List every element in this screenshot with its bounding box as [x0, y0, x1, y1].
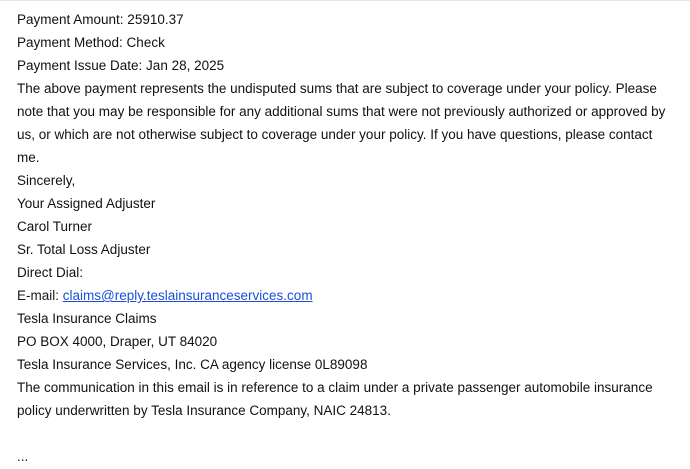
direct-dial-line: Direct Dial:: [17, 265, 84, 280]
signature-title-line: Sr. Total Loss Adjuster: [17, 242, 151, 257]
company-license-line: Tesla Insurance Services, Inc. CA agency license 0L89098: [17, 357, 368, 372]
signature-name-line: Carol Turner: [17, 219, 93, 234]
email-label: E-mail:: [17, 288, 60, 303]
closing-line: Sincerely,: [17, 173, 76, 188]
email-body: [17, 8, 677, 468]
truncation-marker: ...: [17, 449, 29, 464]
email-row: [17, 284, 677, 307]
coverage-paragraph: The above payment represents the undisputed sums that are subject to coverage under your policy. Please note that you may be responsible for any additional sums that were not previously authorized or approved by us, or which are not otherwise subject to coverage under your policy. If you have questions, please contact me.: [17, 81, 666, 165]
signature-role-line: Your Assigned Adjuster: [17, 196, 156, 211]
payment-amount-line: Payment Amount: 25910.37: [17, 12, 184, 27]
email-link[interactable]: claims@reply.teslainsuranceservices.com: [62, 288, 313, 303]
top-divider: [0, 0, 690, 1]
blank-line: [17, 422, 677, 445]
company-address-line: PO BOX 4000, Draper, UT 84020: [17, 334, 218, 349]
disclaimer-paragraph: The communication in this email is in reference to a claim under a private passenger automobile insurance policy underwritten by Tesla Insurance Company, NAIC 24813.: [17, 380, 653, 418]
payment-issue-date-line: Payment Issue Date: Jan 28, 2025: [17, 58, 225, 73]
company-name-line: Tesla Insurance Claims: [17, 311, 157, 326]
payment-method-line: Payment Method: Check: [17, 35, 165, 50]
